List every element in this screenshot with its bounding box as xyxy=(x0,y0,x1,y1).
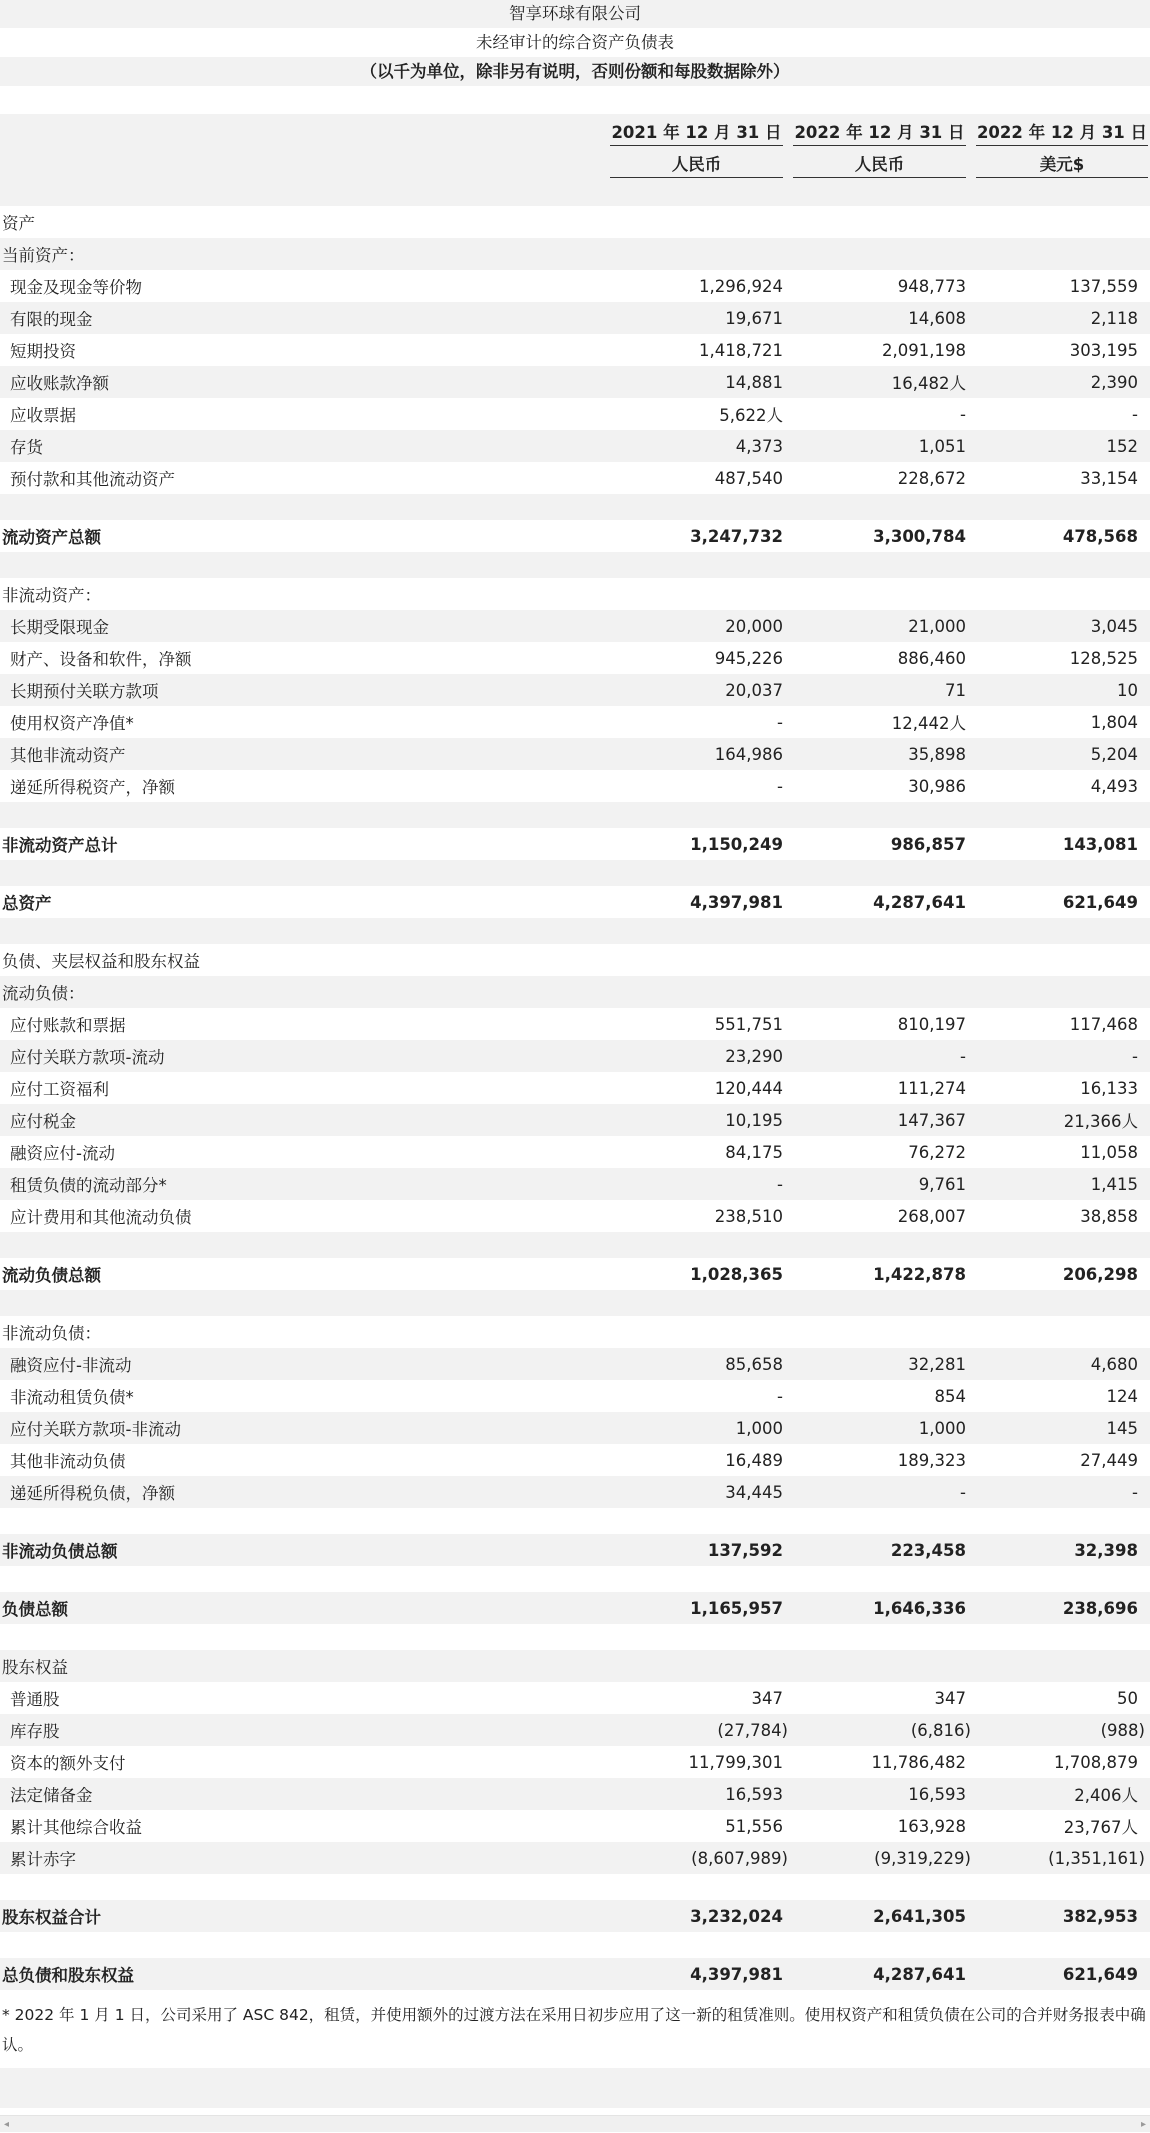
row-value-col-1: 11,799,301 xyxy=(688,1752,783,1772)
row-value-col-2: 14,608 xyxy=(908,308,966,328)
balance-sheet-table xyxy=(0,206,1150,1990)
col-currency-1: 人民币 xyxy=(610,152,783,178)
row-value-col-3: 32,398 xyxy=(1074,1540,1138,1560)
row-label: 应收票据 xyxy=(10,406,76,425)
row-label: 普通股 xyxy=(10,1690,60,1709)
row-value-col-2: - xyxy=(960,1046,966,1066)
date-header-row xyxy=(0,118,1150,146)
table-row xyxy=(0,1072,1150,1104)
row-value-col-2: 12,442人 xyxy=(891,714,966,733)
total-row xyxy=(0,520,1150,552)
row-value-col-2: 948,773 xyxy=(897,276,966,296)
row-value-col-2: 189,323 xyxy=(897,1450,966,1470)
section-heading-row xyxy=(0,578,1150,610)
row-label: 股东权益合计 xyxy=(2,1908,101,1927)
row-value-col-3: 4,680 xyxy=(1090,1354,1138,1374)
scroll-left-icon[interactable]: ◂ xyxy=(4,2118,10,2130)
spacer-row xyxy=(0,494,1150,520)
spacer-row xyxy=(0,1290,1150,1316)
table-row xyxy=(0,398,1150,430)
row-value-col-3: 38,858 xyxy=(1080,1206,1138,1226)
row-label: 法定储备金 xyxy=(10,1786,93,1805)
row-value-col-1: 16,593 xyxy=(725,1784,783,1804)
row-label: 递延所得税负债，净额 xyxy=(10,1484,175,1503)
row-label: 租赁负债的流动部分* xyxy=(10,1176,167,1195)
spacer-row xyxy=(0,1232,1150,1258)
row-value-col-1: 20,037 xyxy=(725,680,783,700)
table-row xyxy=(0,738,1150,770)
row-value-col-2: 76,272 xyxy=(908,1142,966,1162)
section-heading-row xyxy=(0,1650,1150,1682)
row-value-col-3: - xyxy=(1132,1046,1138,1066)
row-value-col-3: 128,525 xyxy=(1069,648,1138,668)
row-value-col-2: 21,000 xyxy=(908,616,966,636)
row-value-col-2: 347 xyxy=(934,1688,966,1708)
row-value-col-2: - xyxy=(960,1482,966,1502)
table-row xyxy=(0,430,1150,462)
table-row xyxy=(0,1810,1150,1842)
row-value-col-3: - xyxy=(1132,404,1138,424)
col-date-1: 2021 年 12 月 31 日 xyxy=(610,120,783,146)
row-value-col-1: 20,000 xyxy=(725,616,783,636)
spacer-row xyxy=(0,1566,1150,1592)
row-label: 负债、夹层权益和股东权益 xyxy=(2,952,200,971)
row-value-col-3: 16,133 xyxy=(1080,1078,1138,1098)
row-value-col-1: 4,397,981 xyxy=(690,892,783,912)
row-value-col-1: (8,607,989) xyxy=(691,1848,788,1868)
currency-header-row xyxy=(0,146,1150,178)
row-value-col-1: 51,556 xyxy=(725,1816,783,1836)
table-row xyxy=(0,1380,1150,1412)
row-value-col-1: 347 xyxy=(751,1688,783,1708)
row-label: 资本的额外支付 xyxy=(10,1754,126,1773)
row-value-col-1: 1,296,924 xyxy=(699,276,783,296)
table-row xyxy=(0,610,1150,642)
row-value-col-1: 238,510 xyxy=(714,1206,783,1226)
row-label: 非流动负债： xyxy=(2,1324,101,1343)
row-value-col-2: 223,458 xyxy=(890,1540,966,1560)
col-currency-3: 美元$ xyxy=(976,152,1148,178)
table-row xyxy=(0,674,1150,706)
row-label: 应付账款和票据 xyxy=(10,1016,126,1035)
col-date-2: 2022 年 12 月 31 日 xyxy=(793,120,966,146)
total-row xyxy=(0,1534,1150,1566)
column-headers xyxy=(0,114,1150,186)
row-value-col-3: 4,493 xyxy=(1090,776,1138,796)
row-value-col-1: 84,175 xyxy=(725,1142,783,1162)
row-value-col-3: 21,366人 xyxy=(1063,1112,1138,1131)
row-value-col-3: 2,118 xyxy=(1090,308,1138,328)
row-value-col-2: 810,197 xyxy=(897,1014,966,1034)
row-value-col-3: 621,649 xyxy=(1062,1964,1138,1984)
row-label: 流动资产总额 xyxy=(2,528,101,547)
row-value-col-1: 5,622人 xyxy=(719,406,783,425)
row-value-col-3: 206,298 xyxy=(1062,1264,1138,1284)
row-value-col-3: 1,415 xyxy=(1090,1174,1138,1194)
row-value-col-2: 3,300,784 xyxy=(873,526,966,546)
row-value-col-1: - xyxy=(777,712,783,732)
table-row xyxy=(0,1136,1150,1168)
table-row xyxy=(0,1412,1150,1444)
row-value-col-3: 137,559 xyxy=(1069,276,1138,296)
row-value-col-1: 1,418,721 xyxy=(699,340,783,360)
spacer-row xyxy=(0,918,1150,944)
bottom-spacer xyxy=(0,2068,1150,2108)
row-value-col-1: 551,751 xyxy=(714,1014,783,1034)
row-value-col-2: (9,319,229) xyxy=(874,1848,971,1868)
table-row xyxy=(0,1682,1150,1714)
row-value-col-3: 621,649 xyxy=(1062,892,1138,912)
row-value-col-1: 3,232,024 xyxy=(690,1906,783,1926)
spacer-row xyxy=(0,1874,1150,1900)
row-label: 有限的现金 xyxy=(10,310,93,329)
row-value-col-2: 1,000 xyxy=(918,1418,966,1438)
row-label: 应付税金 xyxy=(10,1112,76,1131)
row-label: 应计费用和其他流动负债 xyxy=(10,1208,192,1227)
table-row xyxy=(0,366,1150,398)
row-label: 应付关联方款项-非流动 xyxy=(10,1420,181,1439)
row-value-col-1: 34,445 xyxy=(725,1482,783,1502)
table-row xyxy=(0,1040,1150,1072)
row-label: 融资应付-非流动 xyxy=(10,1356,132,1375)
row-label: 应付工资福利 xyxy=(10,1080,109,1099)
row-value-col-3: 50 xyxy=(1117,1688,1138,1708)
row-value-col-1: 23,290 xyxy=(725,1046,783,1066)
row-value-col-1: 3,247,732 xyxy=(690,526,783,546)
row-value-col-2: 4,287,641 xyxy=(873,1964,966,1984)
row-value-col-1: 487,540 xyxy=(714,468,783,488)
row-value-col-3: 1,804 xyxy=(1090,712,1138,732)
row-value-col-2: - xyxy=(960,404,966,424)
section-heading-row xyxy=(0,1316,1150,1348)
report-subtitle: （以千为单位，除非另有说明，否则份额和每股数据除外） xyxy=(0,57,1150,86)
spacer-row xyxy=(0,552,1150,578)
spacer-row xyxy=(0,1932,1150,1958)
row-value-col-1: 19,671 xyxy=(725,308,783,328)
row-label: 应收账款净额 xyxy=(10,374,109,393)
table-row xyxy=(0,706,1150,738)
spacer-row xyxy=(0,860,1150,886)
row-value-col-3: 1,708,879 xyxy=(1054,1752,1138,1772)
row-label: 资产 xyxy=(2,214,35,233)
spacer-row xyxy=(0,1508,1150,1534)
table-row xyxy=(0,462,1150,494)
row-label: 应付关联方款项-流动 xyxy=(10,1048,165,1067)
row-label: 库存股 xyxy=(10,1722,60,1741)
row-value-col-3: 2,406人 xyxy=(1074,1786,1138,1805)
row-value-col-3: - xyxy=(1132,1482,1138,1502)
row-label: 非流动负债总额 xyxy=(2,1542,118,1561)
row-label: 非流动资产： xyxy=(2,586,101,605)
total-row xyxy=(0,1958,1150,1990)
row-value-col-1: 1,028,365 xyxy=(690,1264,783,1284)
row-label: 长期受限现金 xyxy=(10,618,109,637)
row-value-col-1: 137,592 xyxy=(707,1540,783,1560)
table-row xyxy=(0,1104,1150,1136)
row-value-col-1: 85,658 xyxy=(725,1354,783,1374)
row-value-col-3: 382,953 xyxy=(1062,1906,1138,1926)
row-value-col-3: 3,045 xyxy=(1090,616,1138,636)
table-row xyxy=(0,302,1150,334)
row-value-col-2: 2,091,198 xyxy=(882,340,966,360)
row-value-col-3: 23,767人 xyxy=(1063,1818,1138,1837)
row-value-col-3: 11,058 xyxy=(1080,1142,1138,1162)
table-row xyxy=(0,642,1150,674)
header-spacer xyxy=(0,86,1150,114)
row-label: 累计赤字 xyxy=(10,1850,76,1869)
total-row xyxy=(0,828,1150,860)
row-label: 财产、设备和软件，净额 xyxy=(10,650,192,669)
row-value-col-2: 4,287,641 xyxy=(873,892,966,912)
row-value-col-1: (27,784) xyxy=(717,1720,788,1740)
table-top-spacer xyxy=(0,186,1150,206)
row-label: 长期预付关联方款项 xyxy=(10,682,159,701)
row-value-col-2: 32,281 xyxy=(908,1354,966,1374)
footnote: * 2022 年 1 月 1 日，公司采用了 ASC 842，租赁，并使用额外的过渡方法在采用日初步应用了这一新的租赁准则。使用权资产和租赁负债在公司的合并财务报表中确认。 xyxy=(0,1990,1150,2068)
row-value-col-2: 11,786,482 xyxy=(871,1752,966,1772)
row-label: 流动负债总额 xyxy=(2,1266,101,1285)
row-value-col-1: 120,444 xyxy=(714,1078,783,1098)
row-value-col-3: 143,081 xyxy=(1062,834,1138,854)
row-value-col-2: 268,007 xyxy=(897,1206,966,1226)
section-heading-row xyxy=(0,976,1150,1008)
company-name: 智享环球有限公司 xyxy=(0,0,1150,28)
row-value-col-2: 163,928 xyxy=(897,1816,966,1836)
row-label: 使用权资产净值* xyxy=(10,714,134,733)
section-heading-row xyxy=(0,944,1150,976)
row-label: 递延所得税资产，净额 xyxy=(10,778,175,797)
total-row xyxy=(0,1258,1150,1290)
row-label: 融资应付-流动 xyxy=(10,1144,115,1163)
row-value-col-3: 124 xyxy=(1106,1386,1138,1406)
row-value-col-2: 1,051 xyxy=(918,436,966,456)
section-heading-row xyxy=(0,238,1150,270)
row-value-col-2: 228,672 xyxy=(897,468,966,488)
row-value-col-2: 1,646,336 xyxy=(873,1598,966,1618)
row-value-col-3: 33,154 xyxy=(1080,468,1138,488)
row-label: 其他非流动资产 xyxy=(10,746,126,765)
table-row xyxy=(0,1476,1150,1508)
row-label: 股东权益 xyxy=(2,1658,68,1677)
row-value-col-1: 10,195 xyxy=(725,1110,783,1130)
scroll-right-icon[interactable]: ▸ xyxy=(1140,2118,1146,2130)
row-value-col-3: 5,204 xyxy=(1090,744,1138,764)
row-label: 现金及现金等价物 xyxy=(10,278,142,297)
row-value-col-3: 238,696 xyxy=(1062,1598,1138,1618)
row-value-col-3: 2,390 xyxy=(1090,372,1138,392)
row-label: 流动负债： xyxy=(2,984,85,1003)
row-label: 累计其他综合收益 xyxy=(10,1818,142,1837)
row-value-col-3: (988) xyxy=(1100,1720,1145,1740)
row-value-col-1: - xyxy=(777,776,783,796)
row-value-col-3: 145 xyxy=(1106,1418,1138,1438)
row-value-col-3: 27,449 xyxy=(1080,1450,1138,1470)
row-value-col-2: (6,816) xyxy=(910,1720,971,1740)
table-row xyxy=(0,1746,1150,1778)
row-label: 负债总额 xyxy=(2,1600,68,1619)
row-label: 非流动资产总计 xyxy=(2,836,118,855)
row-value-col-1: - xyxy=(777,1174,783,1194)
row-value-col-3: 117,468 xyxy=(1069,1014,1138,1034)
total-row xyxy=(0,1592,1150,1624)
row-value-col-3: 478,568 xyxy=(1062,526,1138,546)
row-value-col-3: 152 xyxy=(1106,436,1138,456)
row-value-col-2: 147,367 xyxy=(897,1110,966,1130)
row-value-col-1: 1,165,957 xyxy=(690,1598,783,1618)
row-value-col-1: 4,373 xyxy=(735,436,783,456)
table-row xyxy=(0,270,1150,302)
table-row xyxy=(0,1348,1150,1380)
table-row xyxy=(0,1008,1150,1040)
table-row xyxy=(0,770,1150,802)
row-value-col-3: 10 xyxy=(1117,680,1138,700)
row-value-col-1: 945,226 xyxy=(714,648,783,668)
row-value-col-2: 35,898 xyxy=(908,744,966,764)
row-value-col-2: 9,761 xyxy=(918,1174,966,1194)
row-value-col-1: 16,489 xyxy=(725,1450,783,1470)
row-value-col-3: (1,351,161) xyxy=(1048,1848,1145,1868)
row-value-col-2: 30,986 xyxy=(908,776,966,796)
section-heading-row xyxy=(0,206,1150,238)
row-value-col-2: 886,460 xyxy=(897,648,966,668)
row-value-col-1: 164,986 xyxy=(714,744,783,764)
table-row xyxy=(0,1200,1150,1232)
table-row xyxy=(0,1714,1150,1746)
row-label: 存货 xyxy=(10,438,43,457)
row-value-col-2: 1,422,878 xyxy=(873,1264,966,1284)
row-value-col-1: 1,150,249 xyxy=(690,834,783,854)
report-title: 未经审计的综合资产负债表 xyxy=(0,28,1150,57)
row-value-col-2: 16,593 xyxy=(908,1784,966,1804)
row-value-col-2: 111,274 xyxy=(897,1078,966,1098)
table-row xyxy=(0,1168,1150,1200)
row-value-col-1: 4,397,981 xyxy=(690,1964,783,1984)
table-row xyxy=(0,1778,1150,1810)
row-value-col-2: 16,482人 xyxy=(891,374,966,393)
row-value-col-2: 854 xyxy=(934,1386,966,1406)
row-label: 当前资产： xyxy=(2,246,85,265)
table-row xyxy=(0,1444,1150,1476)
row-value-col-2: 71 xyxy=(945,680,966,700)
row-label: 其他非流动负债 xyxy=(10,1452,126,1471)
row-label: 非流动租赁负债* xyxy=(10,1388,134,1407)
row-value-col-1: - xyxy=(777,1386,783,1406)
total-row xyxy=(0,886,1150,918)
row-value-col-1: 1,000 xyxy=(735,1418,783,1438)
col-currency-2: 人民币 xyxy=(793,152,966,178)
spacer-row xyxy=(0,1624,1150,1650)
row-value-col-3: 303,195 xyxy=(1069,340,1138,360)
row-value-col-2: 986,857 xyxy=(890,834,966,854)
row-label: 预付款和其他流动资产 xyxy=(10,470,175,489)
total-row xyxy=(0,1900,1150,1932)
row-label: 总资产 xyxy=(2,894,52,913)
table-row xyxy=(0,1842,1150,1874)
row-label: 总负债和股东权益 xyxy=(2,1966,134,1985)
row-value-col-2: 2,641,305 xyxy=(873,1906,966,1926)
table-row xyxy=(0,334,1150,366)
horizontal-scrollbar[interactable] xyxy=(0,2115,1150,2132)
spacer-row xyxy=(0,802,1150,828)
col-date-3: 2022 年 12 月 31 日 xyxy=(976,120,1148,146)
row-value-col-1: 14,881 xyxy=(725,372,783,392)
row-label: 短期投资 xyxy=(10,342,76,361)
